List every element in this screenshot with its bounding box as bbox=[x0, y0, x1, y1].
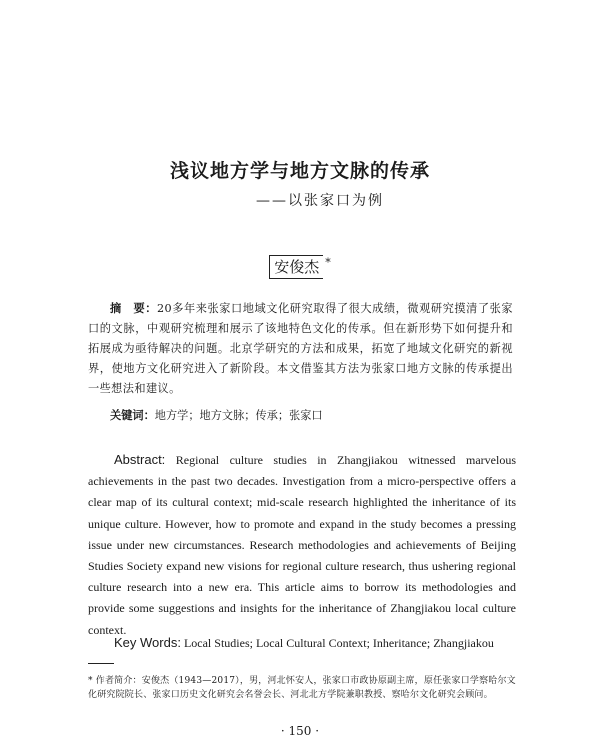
page-number: · 150 · bbox=[280, 724, 320, 738]
author-footnote-mark: * bbox=[325, 255, 331, 269]
footnote-divider bbox=[88, 663, 114, 664]
keywords-en bbox=[114, 634, 534, 652]
abstract-cn-label: 摘 要： bbox=[110, 301, 158, 315]
paper-subtitle: ——以张家口为例 bbox=[256, 193, 384, 209]
abstract-cn bbox=[88, 298, 513, 399]
keywords-cn bbox=[110, 405, 520, 426]
abstract-en-text: Regional culture studies in Zhangjiakou witnessed marvelous achievements in the past two decades. Investigation from a micro-perspective offers a clear map of its cultural context; mid-scale research highlighted the inheritance of its unique culture. However, how to promote and expand in the study becomes a pressing issue under new circumstances. Research methodologies and achievements of Beijing Studies Society expand new visions for regional culture research, thus ushering regional culture research into a new era. This article aims to borrow its methodologies and provide some suggestions and insights for the inheritance of Zhangjiakou local culture context. bbox=[88, 453, 516, 637]
keywords-en-text: Local Studies; Local Cultural Context; Inheritance; Zhangjiakou bbox=[180, 636, 494, 650]
keywords-cn-label: 关键词： bbox=[110, 408, 155, 422]
author-line bbox=[0, 255, 600, 279]
keywords-cn-text: 地方学；地方文脉；传承；张家口 bbox=[154, 409, 323, 422]
abstract-en bbox=[88, 449, 516, 641]
keywords-en-label: Key Words: bbox=[114, 635, 181, 650]
author-footnote: * 作者简介：安俊杰（1943—2017），男，河北怀安人，张家口市政协原副主席，原任张家口学察哈尔文化研究院院长、张家口历史文化研究会名誉会长、河北北方学院兼职教授、察哈尔文化研究会顾问。 bbox=[88, 676, 516, 700]
paper-title: 浅议地方学与地方文脉的传承 bbox=[169, 160, 430, 182]
abstract-en-label: Abstract: bbox=[114, 452, 166, 467]
abstract-cn-text: 20多年来张家口地域文化研究取得了很大成绩，微观研究摸清了张家口的文脉，中观研究梳理和展示了该地特色文化的传承。但在新形势下如何提升和拓展成为亟待解决的问题。北京学研究的方法和成果，拓宽了地域文化研究的新视界，使地方文化研究进入了新阶段。本文借鉴其方法为张家口地方文脉的传承提出一些想法和建议。 bbox=[88, 302, 513, 395]
author-name: 安俊杰 bbox=[269, 255, 323, 279]
